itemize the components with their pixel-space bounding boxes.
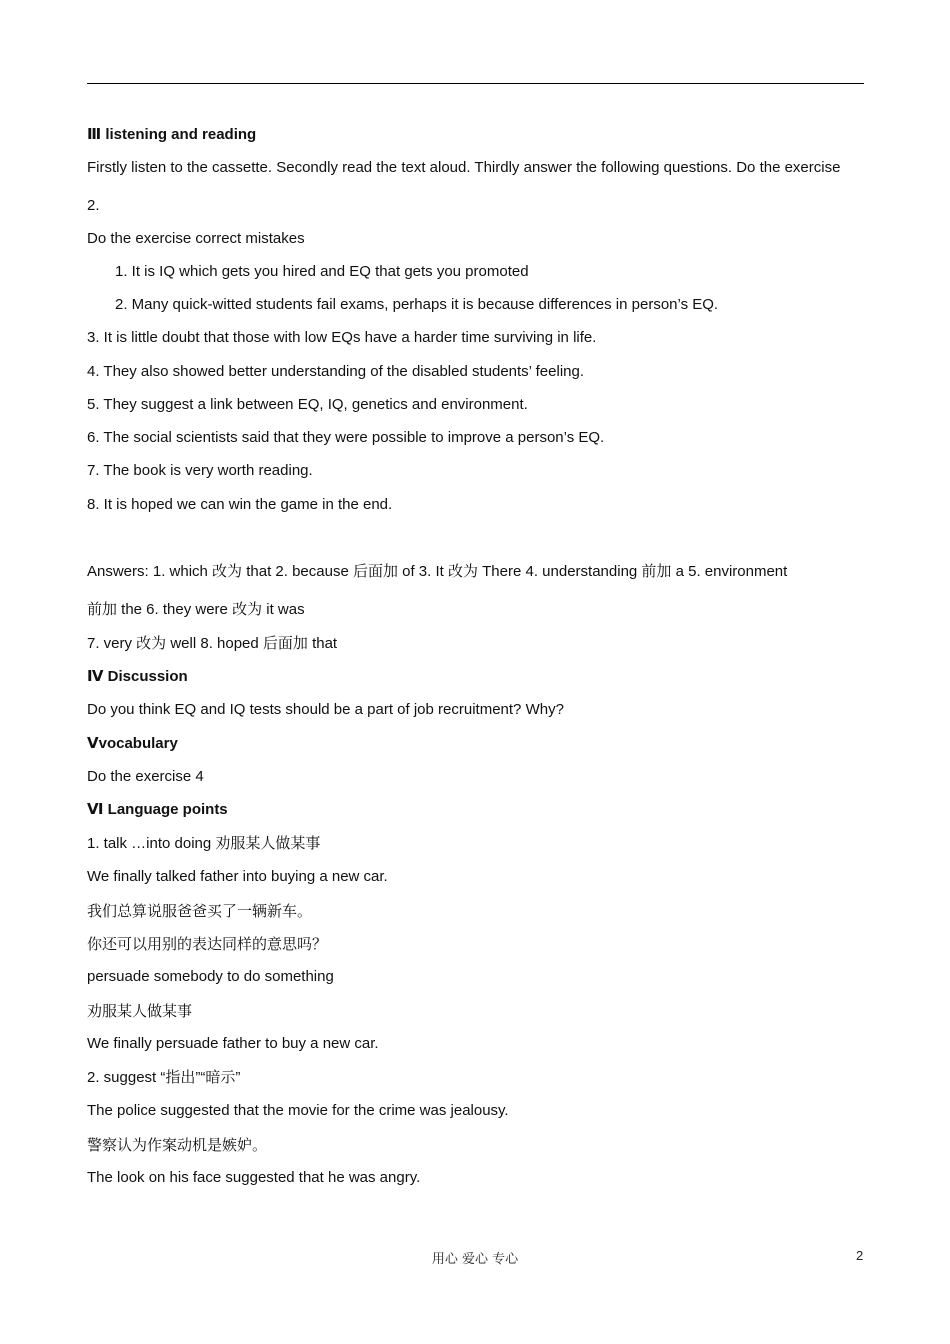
section-4-heading: Ⅳ Discussion [87,668,188,685]
language-point-line: 2. suggest “指出”“暗示” [87,1069,241,1086]
answers-line-3: 7. very 改为 well 8. hoped 后面加 that [87,635,338,652]
section-3-heading: Ⅲ listening and reading [87,126,257,143]
language-point-line: 1. talk …into doing 劝服某人做某事 [87,835,321,852]
exercise-item-3: 3. It is little doubt that those with low EQs have a harder time surviving in life. [87,329,597,346]
section-3-intro: Firstly listen to the cassette. Secondly read the text aloud. Thirdly answer the following questions. Do the exercise [87,159,841,176]
page-number: 2 [856,1248,864,1263]
language-point-line: We finally persuade father to buy a new car. [87,1035,379,1052]
language-point-line: The police suggested that the movie for the crime was jealousy. [87,1102,509,1119]
language-point-line: 劝服某人做某事 [87,1003,193,1020]
section-3-intro-cont: 2. [87,197,100,214]
exercise-item-6: 6. The social scientists said that they were possible to improve a person’s EQ. [87,429,605,446]
section-5-heading: Ⅴvocabulary [87,735,178,752]
language-point-line: The look on his face suggested that he was angry. [87,1169,421,1186]
language-point-line: persuade somebody to do something [87,968,334,985]
language-point-line: 我们总算说服爸爸买了一辆新车。 [87,903,313,920]
language-point-line: 警察认为作案动机是嫉妒。 [87,1137,268,1154]
language-point-line: We finally talked father into buying a new car. [87,868,388,885]
section-6-heading: Ⅵ Language points [87,801,228,818]
exercise-item-5: 5. They suggest a link between EQ, IQ, genetics and environment. [87,396,528,413]
language-point-line: 你还可以用别的表达同样的意思吗？ [87,936,328,953]
exercise-item-7: 7. The book is very worth reading. [87,462,313,479]
header-rule [87,83,864,84]
page-footer: 用心 爱心 专心 [431,1252,519,1267]
answers-line-2: 前加 the 6. they were 改为 it was [87,601,305,618]
answers-line-1: Answers: 1. which 改为 that 2. because 后面加 of 3. It 改为 There 4. understanding 前加 a 5. environment [87,563,788,580]
exercise-item-2: 2. Many quick-witted students fail exams, perhaps it is because differences in person’s EQ. [115,296,719,313]
exercise-task: Do the exercise correct mistakes [87,230,305,247]
exercise-item-8: 8. It is hoped we can win the game in the end. [87,496,393,513]
exercise-item-4: 4. They also showed better understanding of the disabled students’ feeling. [87,363,584,380]
vocabulary-task: Do the exercise 4 [87,768,204,785]
discussion-question: Do you think EQ and IQ tests should be a part of job recruitment? Why? [87,701,564,718]
exercise-item-1: 1. It is IQ which gets you hired and EQ that gets you promoted [115,263,529,280]
